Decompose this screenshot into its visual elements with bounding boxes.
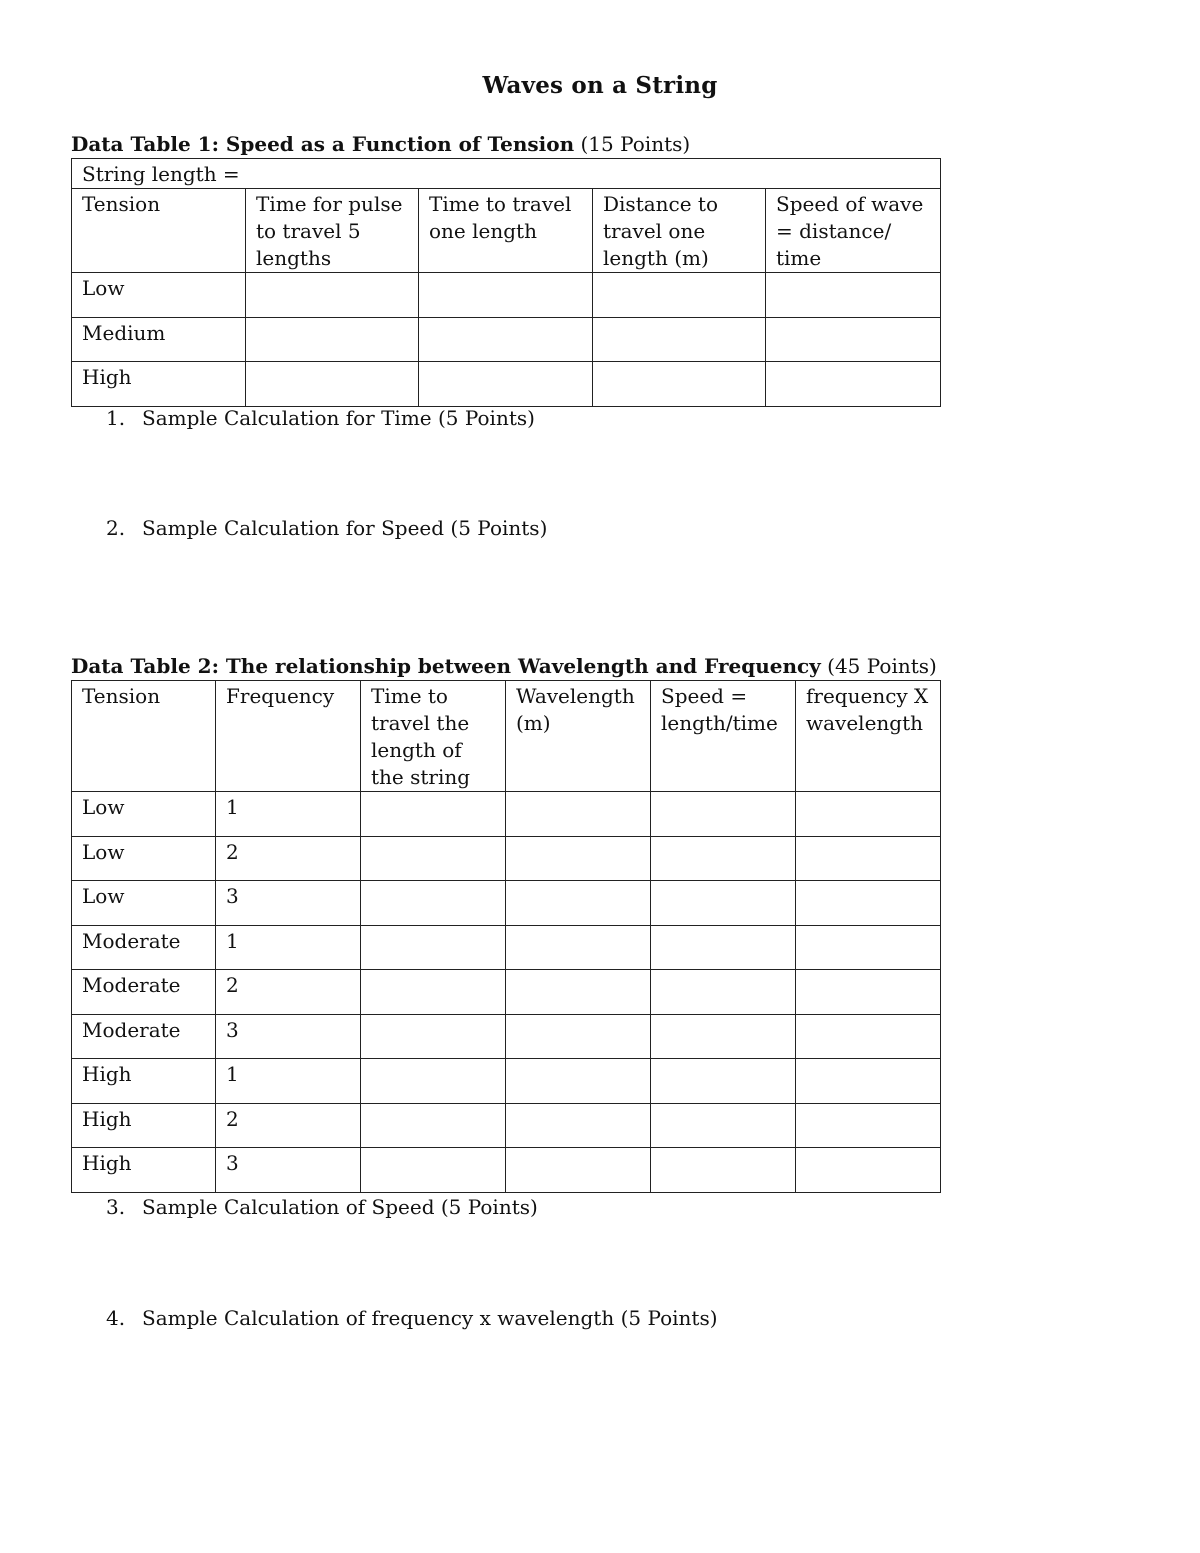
question-text: Sample Calculation for Speed (5 Points) — [142, 516, 548, 540]
question-item — [106, 406, 535, 430]
table-cell: High — [72, 1148, 216, 1193]
table2-heading — [71, 654, 937, 678]
table-cell[interactable] — [361, 926, 506, 970]
table-row — [72, 273, 941, 318]
table-cell: High — [72, 1104, 216, 1148]
string-length-label: String length = — [82, 162, 240, 186]
table-cell: Moderate — [72, 970, 216, 1015]
table-cell[interactable] — [796, 792, 941, 837]
table-cell: 3 — [216, 1015, 361, 1059]
question-number: 1. — [106, 406, 126, 430]
table-cell[interactable] — [766, 318, 941, 362]
table-cell[interactable] — [796, 1104, 941, 1148]
table-row — [72, 881, 941, 926]
table1-header-cell: Speed of wave = distance/ time — [766, 189, 941, 273]
table-cell[interactable] — [593, 362, 766, 407]
table-cell[interactable] — [506, 970, 651, 1015]
table1-heading — [71, 132, 690, 156]
question-item — [106, 516, 547, 540]
table-row — [72, 1104, 941, 1148]
table-cell[interactable] — [766, 273, 941, 318]
table-cell[interactable] — [506, 1059, 651, 1104]
table1-heading-title: Data Table 1: Speed as a Function of Tension — [71, 132, 575, 156]
table-row — [72, 1059, 941, 1104]
table-cell[interactable] — [766, 362, 941, 407]
table-cell[interactable] — [506, 1015, 651, 1059]
question-text: Sample Calculation of Speed (5 Points) — [142, 1195, 538, 1219]
table-cell[interactable] — [651, 970, 796, 1015]
table-row — [72, 1148, 941, 1193]
table-cell: Moderate — [72, 926, 216, 970]
table-cell[interactable] — [796, 1148, 941, 1193]
table-cell: 2 — [216, 837, 361, 881]
table-cell: 2 — [216, 970, 361, 1015]
table-cell[interactable] — [419, 362, 593, 407]
table-cell[interactable] — [361, 792, 506, 837]
question-number: 2. — [106, 516, 126, 540]
table-cell[interactable] — [506, 792, 651, 837]
table-cell: Low — [72, 792, 216, 837]
table-cell[interactable] — [361, 1059, 506, 1104]
question-text: Sample Calculation for Time (5 Points) — [142, 406, 535, 430]
table-cell[interactable] — [796, 881, 941, 926]
table2-header-cell: Time to travel the length of the string — [361, 681, 506, 792]
table-cell: 2 — [216, 1104, 361, 1148]
table-row — [72, 837, 941, 881]
question-item — [106, 1195, 538, 1219]
table-cell[interactable] — [361, 881, 506, 926]
table-cell[interactable] — [796, 926, 941, 970]
page-title: Waves on a String — [482, 72, 718, 99]
table-cell: 1 — [216, 1059, 361, 1104]
table1-header-cell: Time for pulse to travel 5 lengths — [246, 189, 419, 273]
question-number: 3. — [106, 1195, 126, 1219]
table-cell[interactable] — [246, 273, 419, 318]
table-cell[interactable] — [246, 318, 419, 362]
table-cell: Moderate — [72, 1015, 216, 1059]
table-cell[interactable] — [651, 1059, 796, 1104]
question-text: Sample Calculation of frequency x wavelength (5 Points) — [142, 1306, 718, 1330]
table2-header-cell: frequency X wavelength — [796, 681, 941, 792]
table-cell[interactable] — [506, 881, 651, 926]
table-cell[interactable] — [361, 1104, 506, 1148]
table2-header-cell: Frequency — [216, 681, 361, 792]
table-cell[interactable] — [651, 1015, 796, 1059]
table-row — [72, 318, 941, 362]
table-cell: High — [72, 362, 246, 407]
table-cell[interactable] — [419, 273, 593, 318]
question-number: 4. — [106, 1306, 126, 1330]
table-cell[interactable] — [361, 837, 506, 881]
table-cell: 1 — [216, 926, 361, 970]
table-cell[interactable] — [506, 1104, 651, 1148]
table2-header-cell: Tension — [72, 681, 216, 792]
table-cell: Low — [72, 837, 216, 881]
table-row — [72, 1015, 941, 1059]
table-cell[interactable] — [796, 970, 941, 1015]
table-cell[interactable] — [593, 318, 766, 362]
table-cell: Low — [72, 273, 246, 318]
table-cell: Low — [72, 881, 216, 926]
table-row — [72, 792, 941, 837]
table-cell[interactable] — [361, 1015, 506, 1059]
table-row — [72, 970, 941, 1015]
table-cell[interactable] — [651, 837, 796, 881]
table-cell: High — [72, 1059, 216, 1104]
table-row — [72, 362, 941, 407]
question-item — [106, 1306, 718, 1330]
data-table-1 — [71, 158, 941, 407]
table2-header-cell: Speed = length/time — [651, 681, 796, 792]
string-length-cell[interactable] — [72, 159, 941, 189]
table-cell[interactable] — [593, 273, 766, 318]
table-cell: 1 — [216, 792, 361, 837]
table-cell: 3 — [216, 881, 361, 926]
table-cell[interactable] — [796, 1015, 941, 1059]
table-row — [72, 926, 941, 970]
table-cell[interactable] — [651, 792, 796, 837]
table2-heading-title: Data Table 2: The relationship between Wavelength and Frequency — [71, 654, 821, 678]
table-cell[interactable] — [651, 1148, 796, 1193]
table-cell[interactable] — [506, 926, 651, 970]
table1-header-row — [72, 189, 941, 273]
table1-heading-points: (15 Points) — [574, 132, 691, 156]
table2-header-cell: Wavelength (m) — [506, 681, 651, 792]
table-cell[interactable] — [419, 318, 593, 362]
table-cell[interactable] — [246, 362, 419, 407]
table-cell: Medium — [72, 318, 246, 362]
table1-header-cell: Time to travel one length — [419, 189, 593, 273]
table1-header-cell: Tension — [72, 189, 246, 273]
table2-header-row — [72, 681, 941, 792]
table-cell[interactable] — [361, 1148, 506, 1193]
table2-heading-points: (45 Points) — [820, 654, 937, 678]
table-cell[interactable] — [796, 1059, 941, 1104]
table-cell[interactable] — [506, 837, 651, 881]
table-cell: 3 — [216, 1148, 361, 1193]
table-cell[interactable] — [796, 837, 941, 881]
table1-header-cell: Distance to travel one length (m) — [593, 189, 766, 273]
table-cell[interactable] — [651, 881, 796, 926]
table-cell[interactable] — [361, 970, 506, 1015]
table-cell[interactable] — [506, 1148, 651, 1193]
table-cell[interactable] — [651, 1104, 796, 1148]
data-table-2 — [71, 680, 941, 1193]
table-cell[interactable] — [651, 926, 796, 970]
